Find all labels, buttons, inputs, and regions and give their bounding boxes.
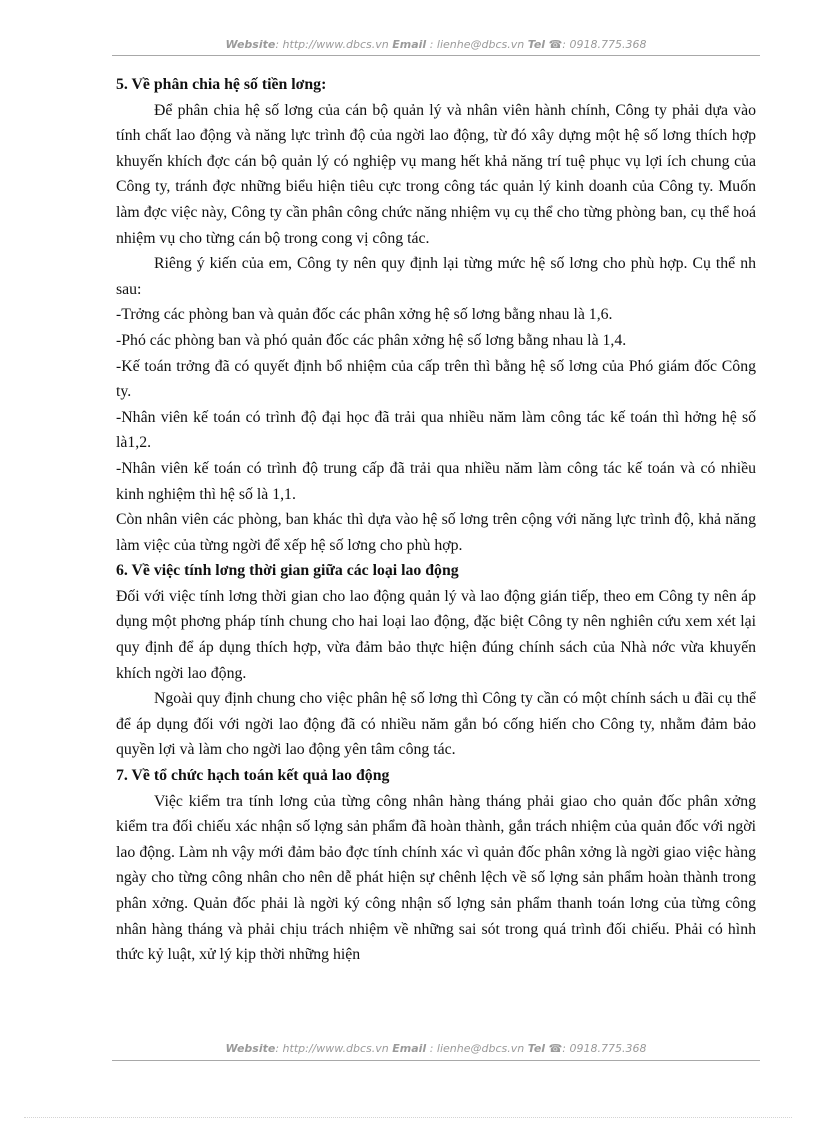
header-tel-value: : 0918.775.368 — [562, 38, 647, 51]
footer-website-value: : http://www.dbcs.vn — [275, 1042, 389, 1055]
footer-website-label: Website — [225, 1042, 276, 1055]
footer-tel-value: : 0918.775.368 — [562, 1042, 647, 1055]
footer-tel-label: Tel — [527, 1042, 546, 1055]
footer-email-value: : lienhe@dbcs.vn — [429, 1042, 525, 1055]
section-5-heading: 5. Về phân chia hệ số tiền lơng: — [116, 76, 327, 93]
header-email-value: : lienhe@dbcs.vn — [429, 38, 525, 51]
header-website-value: : http://www.dbcs.vn — [275, 38, 389, 51]
section-5-list-item-5: -Nhân viên kế toán có trình độ trung cấp đã trải qua nhiều năm làm công tác kế toán và có nhiều kinh nghiệm thì hệ số là 1,1. — [116, 459, 756, 503]
section-6-paragraph-1: Đối với việc tính lơng thời gian cho lao động quản lý và lao động gián tiếp, theo em Công ty nên áp dụng một phơng pháp tính chung cho hai loại lao động, đặc biệt Công ty nên nghiên cứu xem xét lại quy định để áp dụng thích hợp, vừa đảm bảo thực hiện đúng chính sách của Nhà nớc vừa khuyến khích ngời lao động. — [116, 587, 756, 682]
document-body — [116, 72, 756, 968]
section-5-list-item-1: -Trởng các phòng ban và quản đốc các phân xởng hệ số lơng bằng nhau là 1,6. — [116, 306, 613, 324]
section-6-paragraph-2: Ngoài quy định chung cho việc phân hệ số lơng thì Công ty cần có một chính sách u đãi cụ thể để áp dụng đối với ngời lao động đã có nhiều năm gắn bó cống hiến cho Công ty, nhằm đảm bảo quyền lợi và làm cho ngời lao động yên tâm công tác. — [116, 690, 756, 759]
phone-icon: ☎ — [548, 1042, 563, 1055]
footer-email-label: Email — [392, 1042, 427, 1055]
section-5-paragraph-2: Riêng ý kiến của em, Công ty nên quy định lại từng mức hệ số lơng cho phù hợp. Cụ thể nh sau: — [116, 255, 756, 298]
header-email-label: Email — [392, 38, 427, 51]
footer-rule — [112, 1060, 760, 1061]
section-7-heading: 7. Về tổ chức hạch toán kết quả lao động — [116, 767, 390, 785]
section-7-paragraph-1: Việc kiểm tra tính lơng của từng công nhân hàng tháng phải giao cho quản đốc phân xởng kiểm tra đối chiếu xác nhận số lợng sản phẩm đã hoàn thành, gắn trách nhiệm của quản đốc với ngời lao động. Làm nh vậy mới đảm bảo đợc tính chính xác vì quản đốc phân xởng là ngời giao việc hàng ngày cho từng công nhân cho nên dễ phát hiện sự chênh lệch về số lợng sản phẩm hoàn thành trong phân xởng. Quản đốc phải là ngời ký công nhận số lợng sản phẩm thanh toán lơng của từng công nhân hàng tháng và phải chịu trách nhiệm về những sai sót trong quá trình đối chiếu. Phải có hình thức kỷ luật, xử lý kịp thời những hiện — [116, 792, 756, 964]
phone-icon: ☎ — [548, 38, 563, 51]
page-header — [112, 38, 760, 51]
section-5-paragraph-1: Để phân chia hệ số lơng của cán bộ quản lý và nhân viên hành chính, Công ty phải dựa vào tính chất lao động và năng lực trình độ của ngời lao động, từ đó xây dựng một hệ số lơng thích hợp khuyến khích đợc cán bộ quản lý có nghiệp vụ mang hết khả năng trí tuệ phục vụ lợi ích chung của Công ty, tránh đợc những biểu hiện tiêu cực trong công tác quản lý kinh doanh của Công ty. Muốn làm đợc việc này, Công ty cần phân công chức năng nhiệm vụ cụ thể cho từng phòng ban, cụ thể hoá nhiệm vụ cho từng cán bộ trong cong vị công tác. — [116, 101, 756, 247]
header-website-label: Website — [225, 38, 276, 51]
header-rule — [112, 55, 760, 56]
page-footer — [112, 1042, 760, 1055]
section-5-list-item-4: -Nhân viên kế toán có trình độ đại học đã trải qua nhiều năm làm công tác kế toán thì hởng hệ số là1,2. — [116, 408, 756, 452]
section-5-paragraph-3: Còn nhân viên các phòng, ban khác thì dựa vào hệ số lơng trên cộng với năng lực trình độ, khả năng làm việc của từng ngời để xếp hệ số lơng cho phù hợp. — [116, 511, 756, 554]
section-5-list-item-2: -Phó các phòng ban và phó quản đốc các phân xởng hệ số lơng bằng nhau là 1,4. — [116, 331, 627, 349]
section-6-heading: 6. Về việc tính lơng thời gian giữa các loại lao động — [116, 562, 459, 580]
header-tel-label: Tel — [527, 38, 546, 51]
page-edge-dotted-line — [24, 1117, 792, 1118]
section-5-list-item-3: -Kế toán trởng đã có quyết định bổ nhiệm của cấp trên thì bằng hệ số lơng của Phó giám đốc Công ty. — [116, 357, 756, 401]
